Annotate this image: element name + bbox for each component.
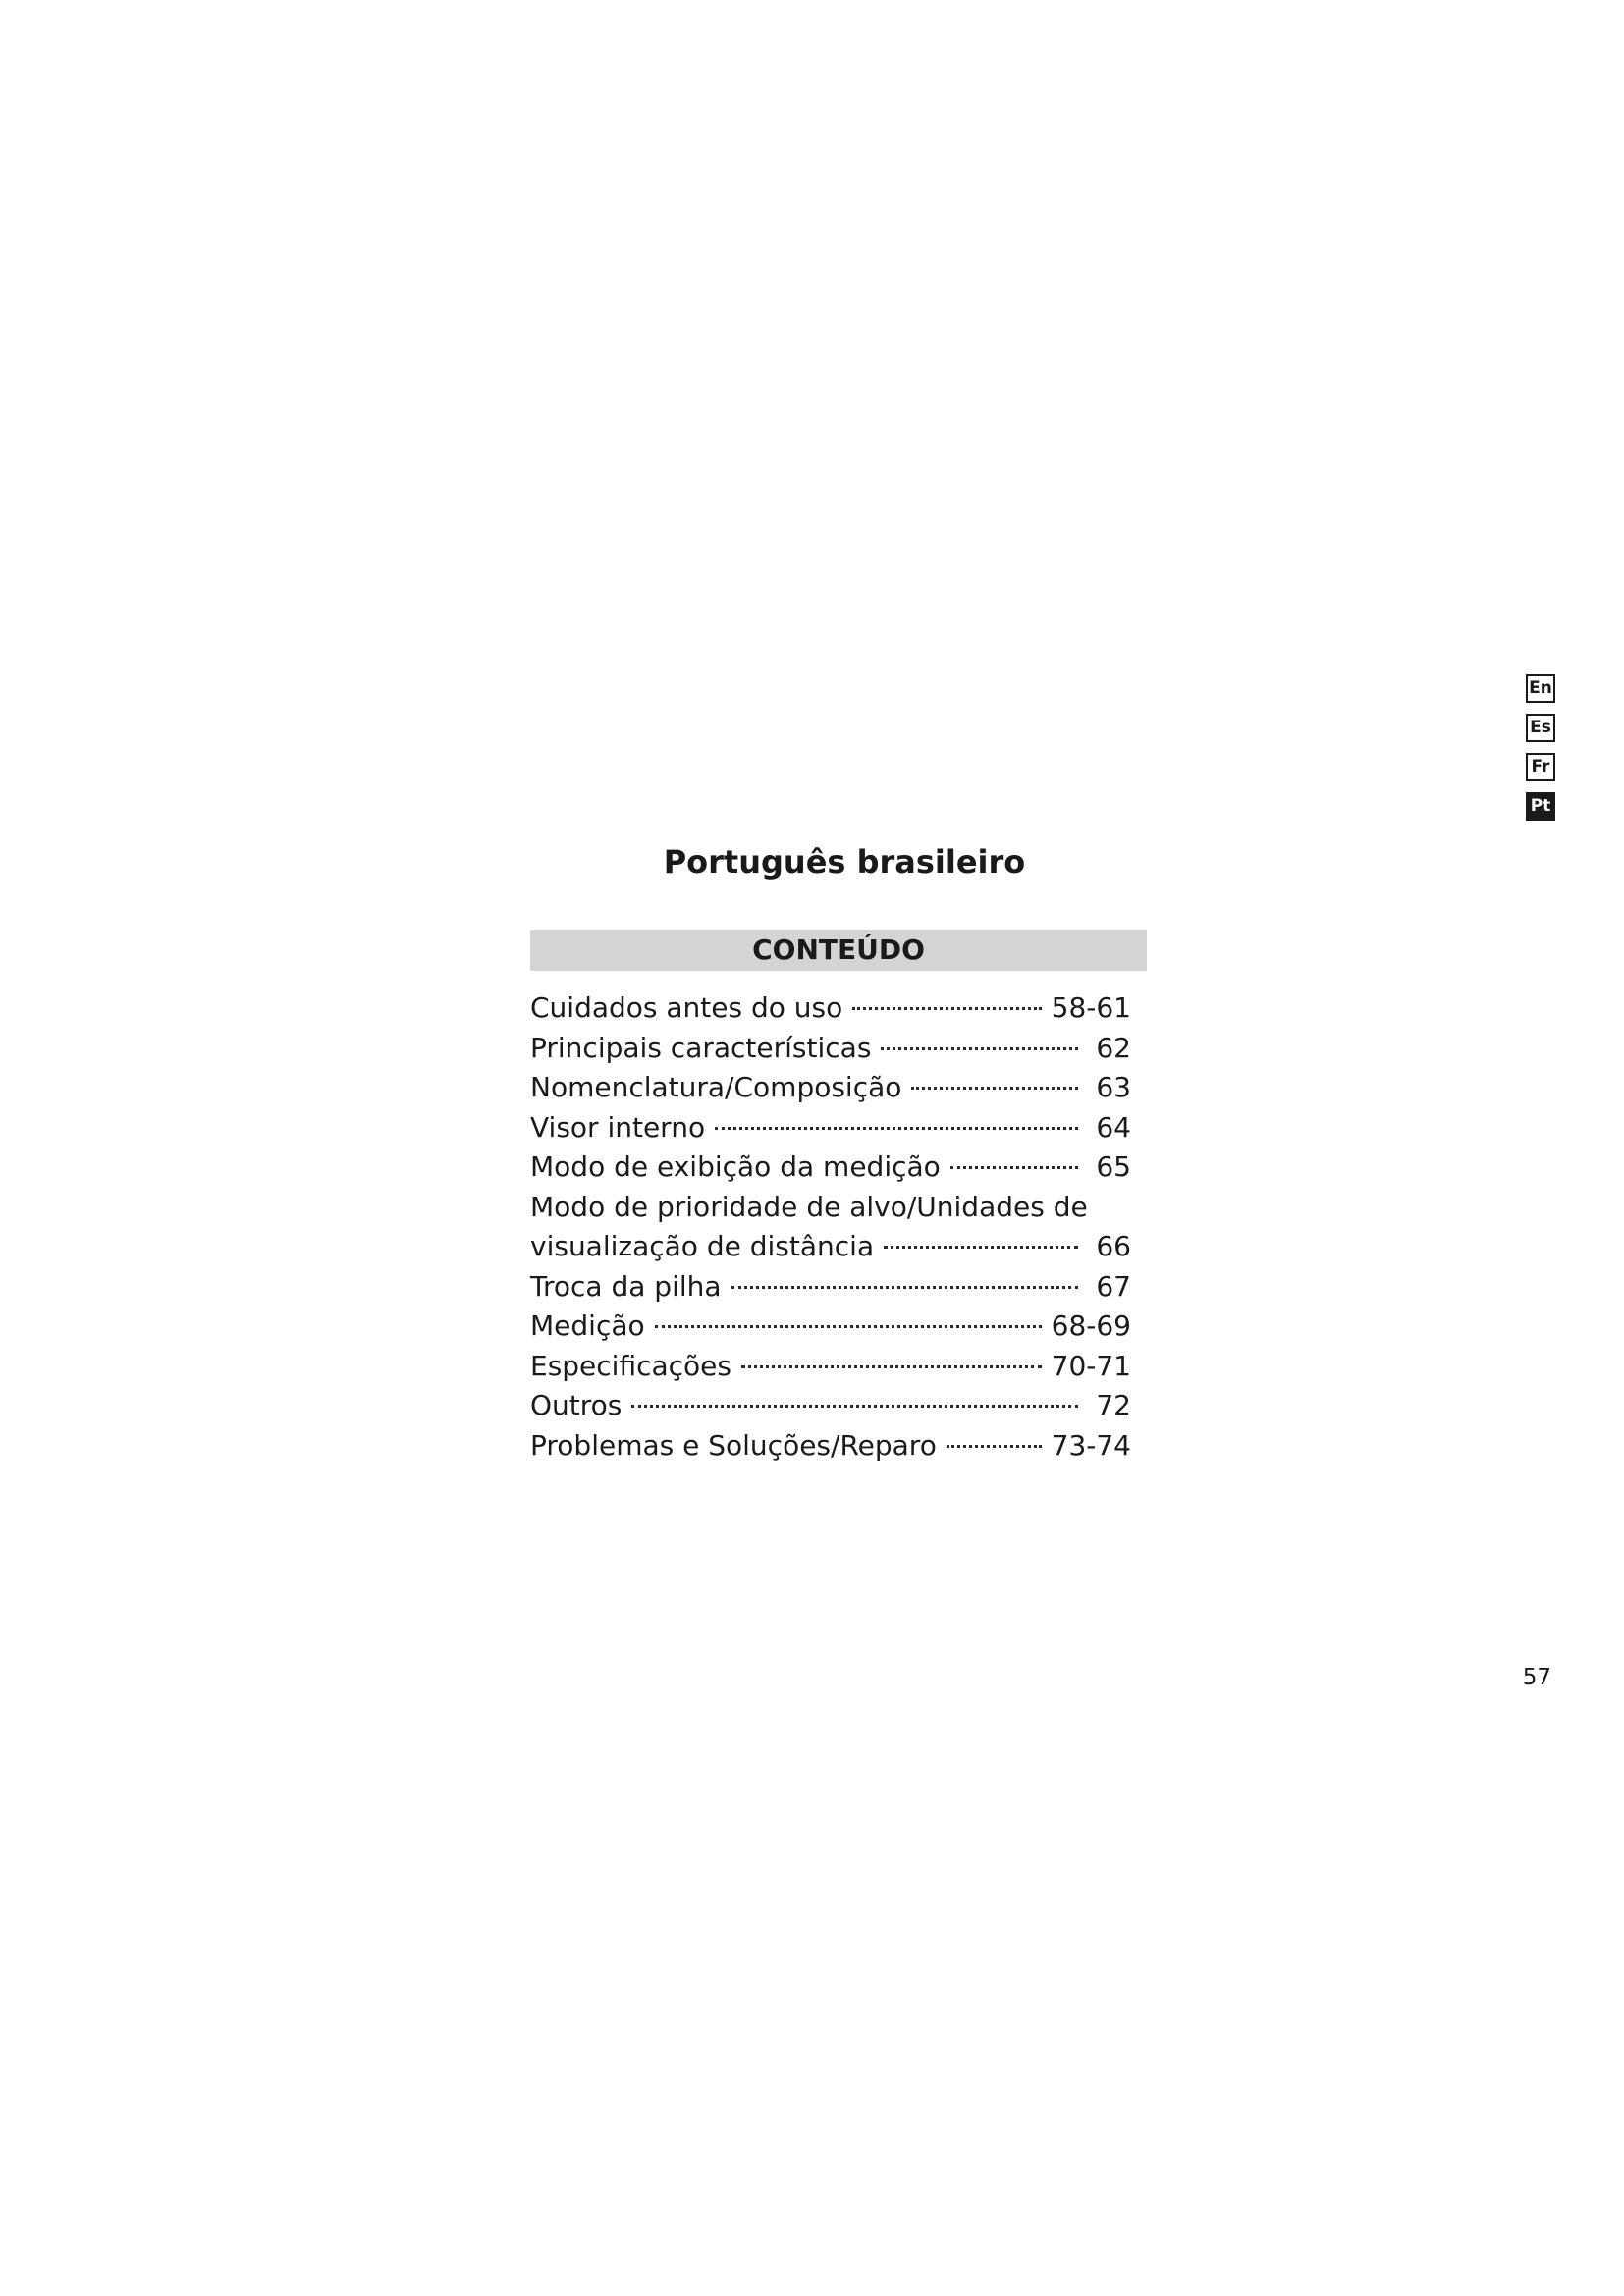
toc-entry-title: Principais características xyxy=(530,1031,872,1064)
dot-leader xyxy=(884,1246,1078,1249)
toc-entry[interactable] xyxy=(530,1029,1131,1069)
toc-entry-title-line2: visualização de distância xyxy=(530,1230,875,1262)
language-tab-fr[interactable]: Fr xyxy=(1526,753,1555,781)
dot-leader xyxy=(741,1365,1042,1368)
page-number: 57 xyxy=(1522,1665,1551,1690)
dot-leader xyxy=(631,1405,1078,1408)
toc-entry[interactable] xyxy=(530,1386,1131,1426)
toc-heading: CONTEÚDO xyxy=(530,930,1147,971)
toc-entry-title-line1[interactable]: Modo de prioridade de alvo/Unidades de xyxy=(530,1190,1088,1223)
toc-entry-title: Cuidados antes do uso xyxy=(530,991,843,1024)
dot-leader xyxy=(715,1127,1078,1130)
toc-entry[interactable] xyxy=(530,1307,1131,1347)
toc-entry-title: Visor interno xyxy=(530,1110,706,1144)
dot-leader xyxy=(881,1047,1078,1050)
toc-entry[interactable] xyxy=(530,1426,1131,1467)
dot-leader xyxy=(911,1087,1078,1090)
toc-entry-page: 58-61 xyxy=(1051,991,1131,1024)
table-of-contents xyxy=(530,988,1131,1466)
toc-entry-title: Problemas e Soluções/Reparo xyxy=(530,1428,937,1462)
language-tabs xyxy=(1526,674,1559,831)
toc-entry-title: Troca da pilha xyxy=(530,1269,722,1303)
toc-entry-page: 68-69 xyxy=(1051,1309,1131,1342)
toc-entry-title: Modo de exibição da medição xyxy=(530,1150,941,1183)
language-tab-en[interactable]: En xyxy=(1526,674,1555,703)
toc-entry[interactable] xyxy=(530,1347,1131,1387)
dot-leader xyxy=(947,1445,1042,1448)
dot-leader xyxy=(731,1286,1078,1289)
page-title: Português brasileiro xyxy=(663,843,1026,881)
toc-entry-title: Especificações xyxy=(530,1349,731,1382)
dot-leader xyxy=(655,1325,1042,1328)
toc-entry-title: Nomenclatura/Composição xyxy=(530,1071,902,1103)
toc-entry[interactable] xyxy=(530,988,1131,1029)
toc-entry-page: 63 xyxy=(1096,1071,1131,1103)
dot-leader xyxy=(950,1166,1078,1169)
toc-entry-page: 64 xyxy=(1096,1110,1131,1144)
toc-entry-page: 70-71 xyxy=(1051,1349,1131,1382)
toc-entry-page: 62 xyxy=(1096,1031,1131,1064)
toc-entry-title: Outros xyxy=(530,1389,623,1421)
toc-entry-page: 73-74 xyxy=(1051,1428,1131,1462)
toc-entry-page: 65 xyxy=(1096,1150,1131,1183)
toc-entry-page: 66 xyxy=(1096,1230,1131,1262)
toc-entry[interactable] xyxy=(530,1148,1131,1188)
toc-entry[interactable] xyxy=(530,1108,1131,1148)
toc-entry[interactable] xyxy=(530,1267,1131,1308)
language-tab-es[interactable]: Es xyxy=(1526,714,1555,742)
language-tab-pt[interactable]: Pt xyxy=(1526,792,1555,821)
toc-entry-title: Medição xyxy=(530,1309,645,1342)
toc-entry[interactable] xyxy=(530,1227,1131,1267)
toc-entry-page: 67 xyxy=(1096,1269,1131,1303)
toc-entry-page: 72 xyxy=(1096,1389,1131,1421)
dot-leader xyxy=(852,1007,1041,1010)
toc-entry[interactable] xyxy=(530,1068,1131,1108)
